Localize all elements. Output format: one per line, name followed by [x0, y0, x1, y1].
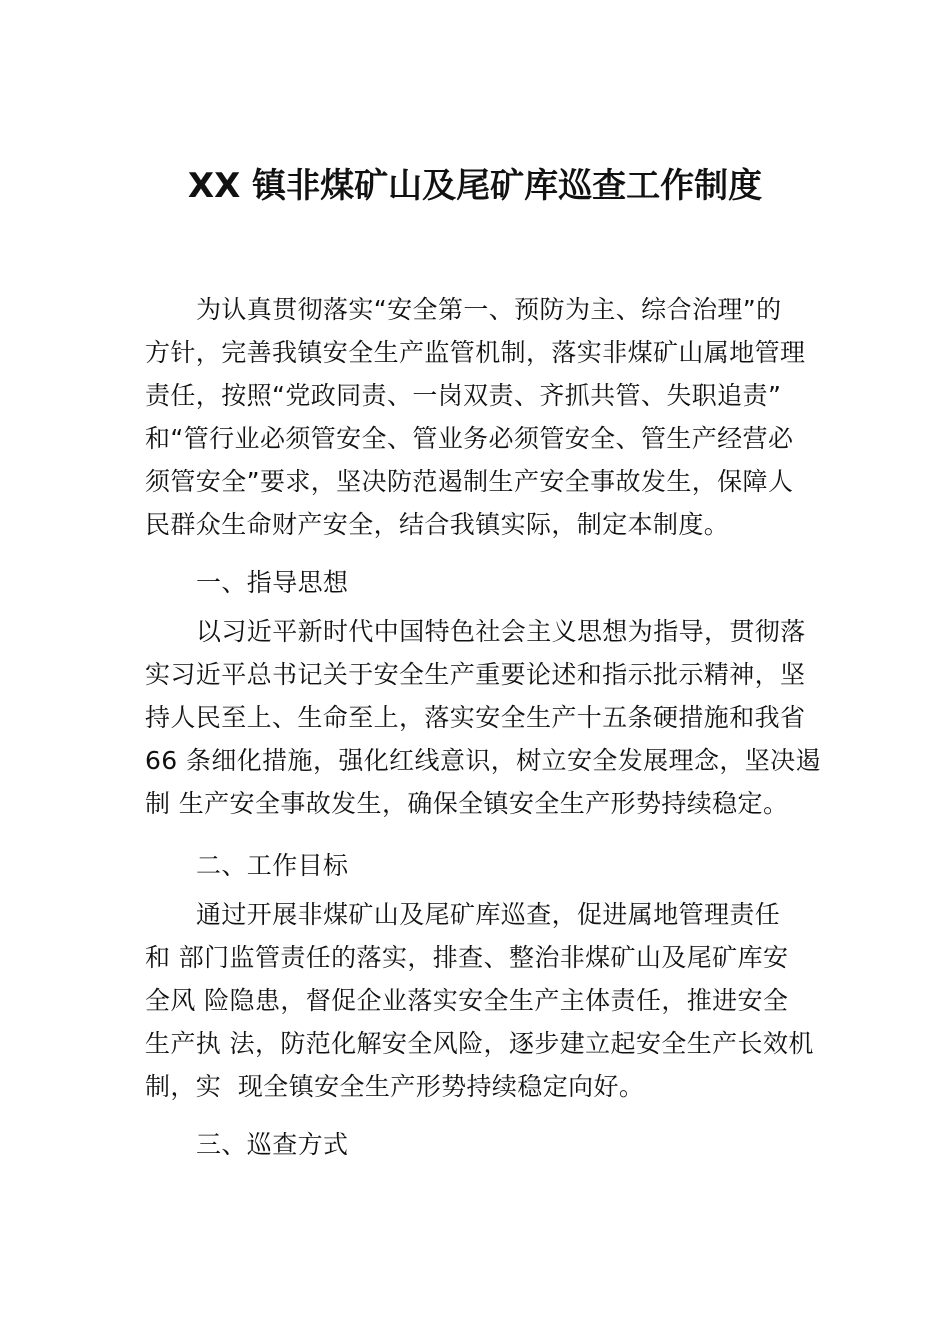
- section2-line-1: 通过开展非煤矿山及尾矿库巡查，促进属地管理责任: [196, 900, 781, 929]
- document-title: XX 镇非煤矿山及尾矿库巡查工作制度: [187, 166, 763, 206]
- section2-line-2: 和 部门监管责任的落实，排查、整治非煤矿山及尾矿库安: [145, 943, 789, 972]
- section1-line-3: 持人民至上、生命至上，落实安全生产十五条硬措施和我省: [145, 703, 806, 732]
- section-heading-inspection-method: 三、巡查方式: [196, 1130, 349, 1159]
- section2-line-3: 全风 险隐患，督促企业落实安全生产主体责任，推进安全: [145, 986, 789, 1015]
- section1-line-4: 66 条细化措施，强化红线意识，树立安全发展理念，坚决遏: [145, 746, 821, 775]
- section1-line-5: 制 生产安全事故发生，确保全镇安全生产形势持续稳定。: [145, 789, 789, 818]
- section2-line-5: 制，实 现全镇安全生产形势持续稳定向好。: [145, 1072, 645, 1101]
- section-heading-guiding-ideology: 一、指导思想: [196, 568, 349, 597]
- intro-line-3: 责任，按照“党政同责、一岗双责、齐抓共管、失职追责”: [145, 381, 782, 410]
- intro-line-1: 为认真贯彻落实“安全第一、预防为主、综合治理”的: [196, 295, 782, 324]
- section1-line-1: 以习近平新时代中国特色社会主义思想为指导，贯彻落: [196, 617, 806, 646]
- section-heading-work-goals: 二、工作目标: [196, 851, 349, 880]
- intro-line-5: 须管安全”要求，坚决防范遏制生产安全事故发生，保障人: [145, 467, 794, 496]
- intro-line-6: 民群众生命财产安全，结合我镇实际，制定本制度。: [145, 510, 730, 539]
- section2-line-4: 生产执 法，防范化解安全风险，逐步建立起安全生产长效机: [145, 1029, 814, 1058]
- section1-line-2: 实习近平总书记关于安全生产重要论述和指示批示精神，坚: [145, 660, 806, 689]
- intro-line-4: 和“管行业必须管安全、管业务必须管安全、管生产经营必: [145, 424, 794, 453]
- intro-line-2: 方针，完善我镇安全生产监管机制，落实非煤矿山属地管理: [145, 338, 806, 367]
